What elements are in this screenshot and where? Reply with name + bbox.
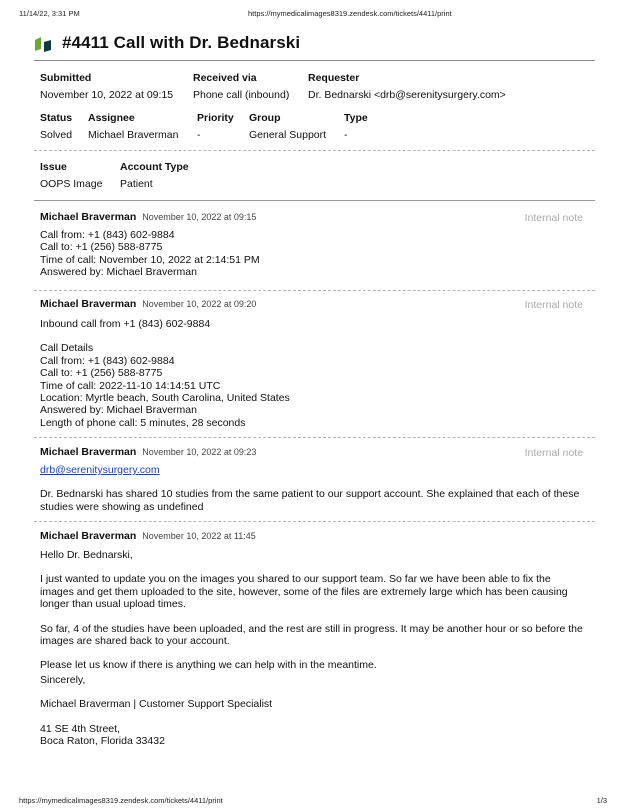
comment-body: Dr. Bednarski has shared 10 studies from the same patient to our support account. She explained that each of these studies were showing as undefined	[40, 488, 580, 513]
zendesk-logo-icon	[34, 34, 54, 52]
requester-label: Requester	[308, 72, 360, 84]
comments-divider	[34, 200, 595, 201]
requester-email-link[interactable]: drb@serenitysurgery.com	[40, 464, 160, 476]
print-datetime: 11/14/22, 3:31 PM	[19, 9, 80, 18]
comment-date: November 10, 2022 at 09:23	[142, 447, 257, 457]
comment-date: November 10, 2022 at 11:45	[142, 531, 256, 541]
fields-divider	[34, 150, 595, 151]
received-via-value: Phone call (inbound)	[193, 89, 290, 101]
account-type-value: Patient	[120, 178, 153, 190]
type-value: -	[344, 129, 348, 141]
ticket-title: #4411 Call with Dr. Bednarski	[62, 33, 301, 52]
comment-author: Michael Braverman	[40, 446, 137, 458]
footer-url: https://mymedicalimages8319.zendesk.com/tickets/4411/print	[19, 796, 223, 805]
comment-line: Time of call: November 10, 2022 at 2:14:51 PM	[40, 253, 260, 266]
comment-1	[40, 211, 587, 279]
comment-line: Length of phone call: 5 minutes, 28 seconds	[40, 416, 246, 429]
ticket-title-row	[34, 32, 300, 54]
comment-header	[40, 298, 587, 312]
comment-line: Time of call: 2022-11-10 14:14:51 UTC	[40, 379, 221, 392]
comment-header	[40, 446, 587, 460]
comment-line: Call from: +1 (843) 602-9884	[40, 354, 175, 367]
comment-line: Call to: +1 (256) 588-8775	[40, 367, 163, 380]
comment-paragraph: So far, 4 of the studies have been uploaded, and the rest are still in progress. It may be another hour or so before the images are shared back to your account.	[40, 622, 583, 648]
assignee-label: Assignee	[88, 112, 135, 124]
comment-header	[40, 211, 587, 225]
status-value: Solved	[40, 129, 73, 141]
comment-3	[40, 446, 587, 513]
issue-value: OOPS Image	[40, 178, 103, 190]
comment-author: Michael Braverman	[40, 530, 137, 542]
status-label: Status	[40, 112, 73, 124]
comment-line: Call to: +1 (256) 588-8775	[40, 241, 163, 254]
comment-paragraph: I just wanted to update you on the images you shared to our support team. So far we have been able to fix the images and get them uploaded to the site, however, some of the files are extremely large which has been causing longer than usual upload times.	[40, 573, 568, 611]
comment-line: Answered by: Michael Braverman	[40, 266, 197, 279]
comment-author: Michael Braverman	[40, 211, 137, 223]
internal-note-label: Internal note	[524, 212, 583, 224]
comment-signature: Michael Braverman | Customer Support Specialist	[40, 698, 273, 711]
comment-date: November 10, 2022 at 09:20	[142, 299, 257, 309]
print-header	[19, 9, 607, 21]
account-type-label: Account Type	[120, 161, 189, 173]
type-label: Type	[344, 112, 368, 124]
comment-line: Call from: +1 (843) 602-9884	[40, 229, 175, 241]
comment-line: Answered by: Michael Braverman	[40, 404, 197, 417]
comment-divider	[34, 521, 595, 522]
submitted-label: Submitted	[40, 72, 92, 84]
comment-4	[40, 530, 587, 747]
comment-address-line: Boca Raton, Florida 33432	[40, 735, 165, 748]
comment-2	[40, 298, 587, 429]
comment-divider	[34, 437, 595, 438]
comment-divider	[34, 290, 595, 291]
comment-header	[40, 530, 587, 544]
internal-note-label: Internal note	[524, 299, 583, 311]
priority-label: Priority	[197, 112, 234, 124]
issue-label: Issue	[40, 161, 67, 173]
internal-note-label: Internal note	[524, 447, 583, 459]
comment-signoff: Sincerely,	[40, 673, 86, 686]
comment-author: Michael Braverman	[40, 298, 137, 310]
received-via-label: Received via	[193, 72, 257, 84]
comment-line: Call Details	[40, 342, 94, 355]
comment-paragraph: Please let us know if there is anything we can help with in the meantime.	[40, 659, 377, 672]
page-number: 1/3	[596, 796, 607, 805]
comment-intro: Inbound call from +1 (843) 602-9884	[40, 318, 211, 330]
priority-value: -	[197, 129, 201, 141]
group-label: Group	[249, 112, 281, 124]
group-value: General Support	[249, 129, 327, 141]
comment-date: November 10, 2022 at 09:15	[142, 212, 257, 222]
comment-line: Location: Myrtle beach, South Carolina, United States	[40, 392, 290, 405]
title-divider	[34, 60, 595, 61]
submitted-value: November 10, 2022 at 09:15	[40, 89, 174, 101]
comment-address-line: 41 SE 4th Street,	[40, 722, 120, 735]
requester-value: Dr. Bednarski <drb@serenitysurgery.com>	[308, 89, 506, 101]
print-url: https://mymedicalimages8319.zendesk.com/tickets/4411/print	[248, 9, 452, 18]
comment-greeting: Hello Dr. Bednarski,	[40, 549, 133, 561]
assignee-value: Michael Braverman	[88, 129, 179, 141]
